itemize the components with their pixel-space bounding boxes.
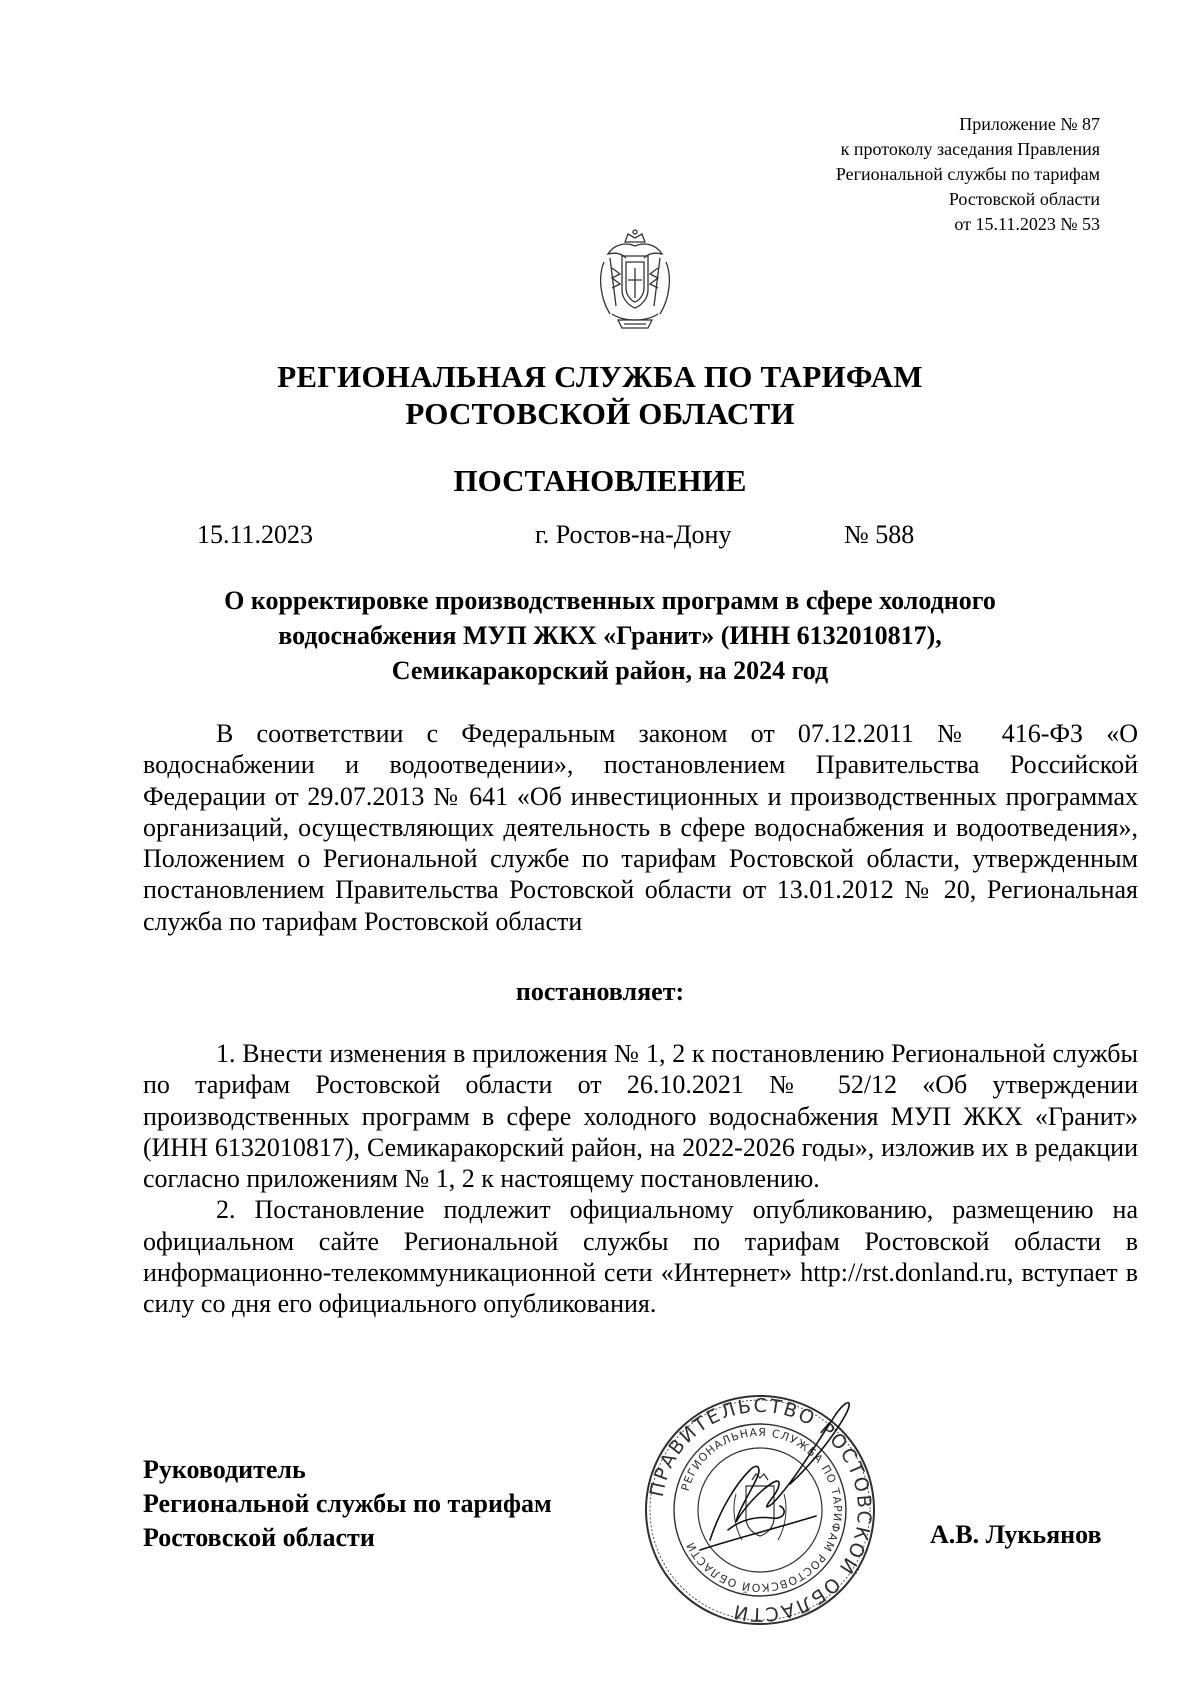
subject-line: Семикаракорский район, на 2024 год	[391, 656, 829, 685]
document-type: ПОСТАНОВЛЕНИЕ	[453, 463, 747, 498]
subject-line: О корректировке производственных программ в сфере холодного	[224, 586, 996, 615]
organization-title	[0, 358, 1200, 432]
signatory-title-line: Региональной службы по тарифам	[143, 1489, 552, 1518]
signatory-title-line: Руководитель	[143, 1455, 306, 1484]
signatory-name: А.В. Лукьянов	[930, 1520, 1102, 1549]
appendix-block	[836, 112, 1100, 237]
appendix-line: к протоколу заседания Правления	[840, 139, 1100, 159]
signatory-title-line: Ростовской области	[143, 1523, 375, 1552]
document-date: 15.11.2023	[197, 520, 314, 549]
decree-items	[143, 1038, 1138, 1320]
decree-item: 1. Внести изменения в приложения № 1, 2 к постановлению Региональной службы по тарифам Ростовской области от 26.10.2021 № 52/12 «Об утверждении производственных программ в сфере холодного водоснабжения МУП ЖКХ «Гранит» (ИНН 6132010817), Семикаракорский район, на 2022-2026 годы», изложив их в редакции согласно приложениям № 1, 2 к настоящему постановлению.	[143, 1039, 1138, 1194]
document-subject	[130, 583, 1090, 688]
decree-item: 2. Постановление подлежит официальному опубликованию, размещению на официальном сайте Региональной службы по тарифам Ростовской области в информационно-телекоммуникационной сети «Интернет» http://rst.donland.ru, вступает в силу со дня его официального опубликования.	[143, 1195, 1138, 1319]
document-city: г. Ростов-на-Дону	[535, 520, 732, 549]
signatory-title	[143, 1453, 552, 1555]
appendix-line: Приложение № 87	[959, 114, 1100, 134]
appendix-line: от 15.11.2023 № 53	[954, 214, 1100, 234]
preamble-paragraph: В соответствии с Федеральным законом от 07.12.2011 № 416-ФЗ «О водоснабжении и водоотведении», постановлением Правительства Российской Федерации от 29.07.2013 № 641 «Об инвестиционных и производственных программах организаций, осуществляющих деятельность в сфере водоснабжения и водоотведения», Положением о Региональной службе по тарифам Ростовской области, утвержденным постановлением Правительства Ростовской области от 13.01.2012 № 20, Региональная служба по тарифам Ростовской области	[143, 719, 1138, 936]
appendix-line: Региональной службы по тарифам	[835, 164, 1100, 184]
coat-of-arms-icon	[590, 228, 680, 334]
organization-title-line: РОСТОВСКОЙ ОБЛАСТИ	[405, 396, 795, 431]
official-seal-icon	[640, 1390, 880, 1630]
seal-inner-text: РЕГИОНАЛЬНАЯ СЛУЖБА ПО ТАРИФАМ РОСТОВСКОЙ ОБЛАСТИ	[678, 1425, 845, 1595]
seal-outer-text: ПРАВИТЕЛЬСТВО РОСТОВСКОЙ ОБЛАСТИ	[645, 1394, 876, 1626]
document-number: № 588	[844, 520, 915, 549]
decree-word: постановляет:	[515, 977, 685, 1006]
appendix-line: Ростовской области	[948, 189, 1100, 209]
organization-title-line: РЕГИОНАЛЬНАЯ СЛУЖБА ПО ТАРИФАМ	[277, 359, 923, 394]
preamble	[143, 718, 1138, 937]
subject-line: водоснабжения МУП ЖКХ «Гранит» (ИНН 6132010817),	[278, 621, 942, 650]
